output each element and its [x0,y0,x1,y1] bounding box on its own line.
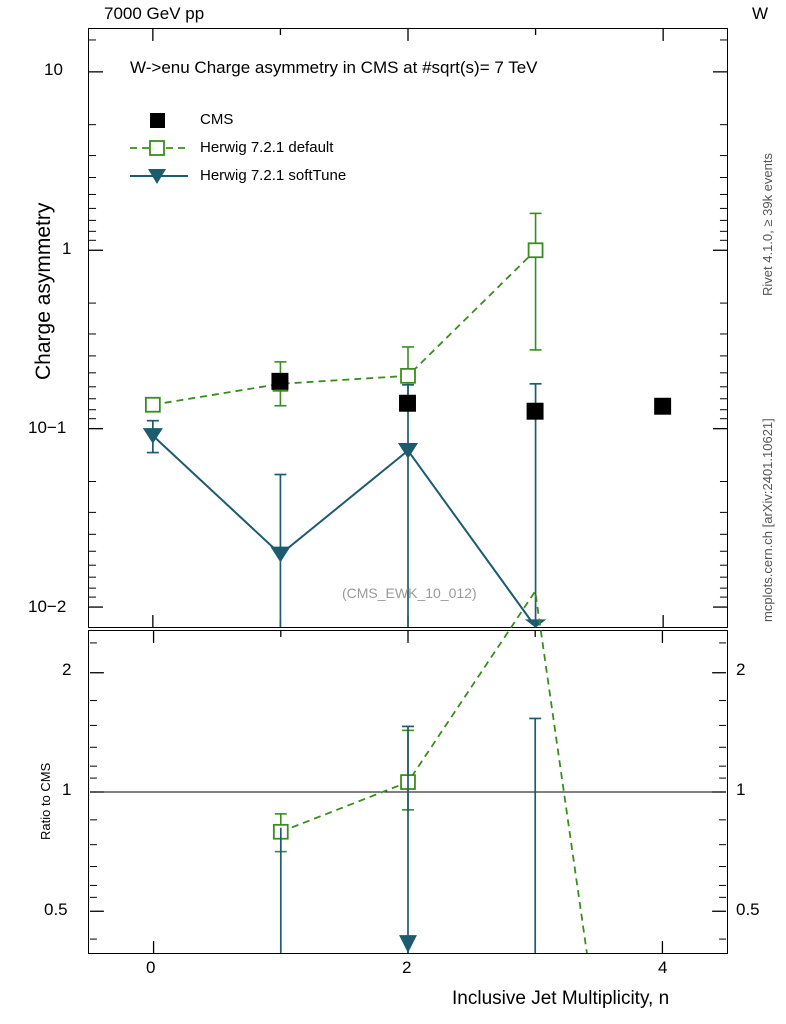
legend-label-herwig-default: Herwig 7.2.1 default [200,138,334,156]
main-y-axis-label: Charge asymmetry [32,202,55,380]
legend-item-cms [128,105,346,133]
main-y-tick-10: 10 [44,60,63,79]
main-y-tick-1e-2: 10−2 [28,597,67,616]
legend-marker-filled-square-icon [128,109,190,129]
header-left-label: 7000 GeV pp [104,4,205,23]
ratio-y-tick-2-left: 2 [62,660,72,679]
ratio-y-tick-1-right: 1 [736,780,746,799]
main-y-tick-1e-1: 10−1 [28,418,67,437]
legend-marker-triangle-down-icon [128,165,190,185]
legend [128,105,346,189]
legend-marker-open-square-icon [128,137,190,157]
legend-item-herwig-softtune [128,161,346,189]
series-herwig-default-ratio [274,591,587,953]
ratio-y-axis-label: Ratio to CMS [38,762,53,840]
mcplots-source-label: mcplots.cern.ch [arXiv:2401.10621] [760,418,775,622]
ratio-y-tick-05-right: 0.5 [736,900,760,919]
legend-item-herwig-default [128,133,346,161]
header-right-label: W [751,4,768,23]
ratio-plot-panel [88,630,728,954]
ratio-y-tick-2-right: 2 [736,660,746,679]
x-tick-2: 2 [402,958,412,977]
legend-label-cms: CMS [200,110,234,128]
plot-title: W->enu Charge asymmetry in CMS at #sqrt(s)= 7 TeV [130,58,538,77]
rivet-version-label: Rivet 4.1.0, ≥ 39k events [760,153,775,296]
analysis-id-watermark: (CMS_EWK_10_012) [342,585,477,601]
x-axis-label: Inclusive Jet Multiplicity, n [452,988,670,1009]
series-herwig-softtune-ratio [281,718,541,953]
main-y-tick-1: 1 [62,239,72,258]
ratio-y-tick-05-left: 0.5 [44,900,68,919]
ratio-y-tick-1-left: 1 [62,780,72,799]
ratio-plot-canvas [89,631,727,953]
x-tick-0: 0 [146,958,156,977]
legend-label-herwig-softtune: Herwig 7.2.1 softTune [200,166,347,184]
series-herwig-default-main [146,213,543,411]
x-tick-4: 4 [658,958,668,977]
